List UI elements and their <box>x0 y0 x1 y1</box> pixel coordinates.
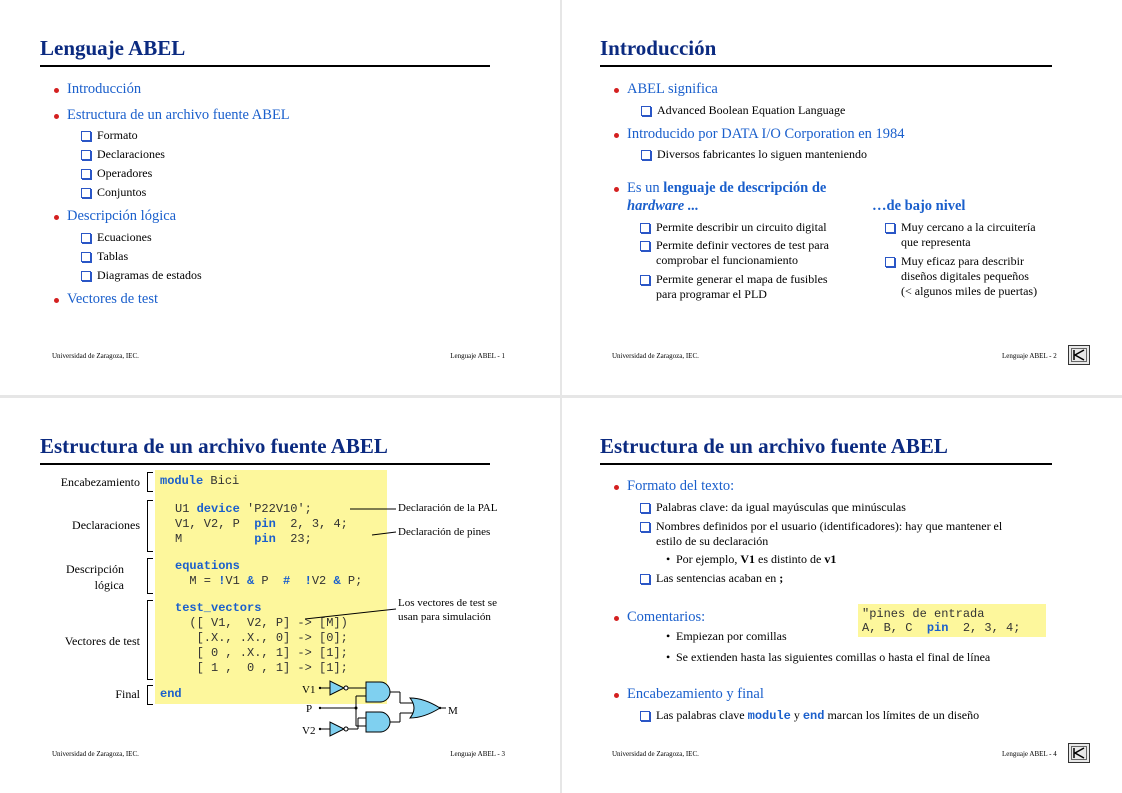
circuit-label-v2: V2 <box>302 725 316 737</box>
comment-code-line-1: "pines de entrada <box>862 607 985 621</box>
rewind-icon <box>1071 746 1087 760</box>
logic-circuit-diagram <box>300 678 470 746</box>
footer-institution: Universidad de Zaragoza, IEC. <box>612 352 699 360</box>
toc-sub-tablas: Tablas <box>97 249 129 263</box>
slide-4 <box>562 398 1122 793</box>
code-line-output-pin: M pin 23; <box>175 532 312 546</box>
label-declarations: Declaraciones <box>72 518 140 532</box>
slide-2-title: Introducción <box>600 36 717 60</box>
slide-1-title: Lenguaje ABEL <box>40 36 186 60</box>
toc-sub-declaraciones: Declaraciones <box>97 147 165 161</box>
slide-3-title: Estructura de un archivo fuente ABEL <box>40 434 388 458</box>
code-line-tv-1: [.X., .X., 0] -> [0]; <box>175 631 348 645</box>
footer-page: Lenguaje ABEL - 1 <box>450 352 505 360</box>
header-final-heading: Encabezamiento y final <box>627 686 764 702</box>
comments-sub-extent: • Se extienden hasta las siguientes comillas o hasta el final de línea <box>676 650 990 665</box>
format-sub-keywords: Palabras clave: da igual mayúsculas que minúsculas <box>656 500 906 514</box>
code-line-equation: M = !V1 & P # !V2 & P; <box>175 574 363 588</box>
right-sub-2: Muy eficaz para describir <box>901 254 1024 268</box>
footer-page: Lenguaje ABEL - 2 <box>1002 352 1057 360</box>
circuit-label-p: P <box>306 703 313 715</box>
nav-back-button[interactable] <box>1068 743 1090 763</box>
format-sub-identifiers-2: estilo de su declaración <box>656 534 769 548</box>
code-line-tv-2: [ 0 , .X., 1] -> [1]; <box>175 646 348 660</box>
toc-sub-formato: Formato <box>97 128 138 142</box>
note-pins: Declaración de pines <box>398 526 491 538</box>
hdl-heading: Es un lenguaje de descripción de <box>627 180 827 196</box>
footer-page: Lenguaje ABEL - 4 <box>1002 750 1057 758</box>
right-sub-1b: que representa <box>901 235 971 249</box>
format-example: • Por ejemplo, V1 es distinto de v1 <box>676 552 836 567</box>
header-final-sub: Las palabras clave module y end marcan los límites de un diseño <box>656 708 980 723</box>
toc-sub-conjuntos: Conjuntos <box>97 185 147 199</box>
slide-2 <box>562 0 1122 395</box>
maintained-by: Diversos fabricantes lo siguen manteniendo <box>657 147 867 161</box>
title-rule <box>600 463 1052 465</box>
circuit-label-m: M <box>448 705 458 717</box>
footer-page: Lenguaje ABEL - 3 <box>450 750 505 758</box>
label-description: Descripción <box>66 562 124 576</box>
toc-sub-ecuaciones: Ecuaciones <box>97 230 152 244</box>
format-heading: Formato del texto: <box>627 478 735 494</box>
code-line-tv-header: ([ V1, V2, P] -> [M]) <box>175 616 348 630</box>
label-header: Encabezamiento <box>60 475 140 489</box>
format-sub-statements: Las sentencias acaban en ; <box>656 571 784 585</box>
comments-sub-start: • Empiezan por comillas <box>676 629 787 644</box>
code-line-test-vectors: test_vectors <box>175 601 262 615</box>
left-sub-3: Permite generar el mapa de fusibles <box>656 272 828 286</box>
title-rule <box>40 65 490 67</box>
circuit-label-v1: V1 <box>302 684 316 696</box>
toc-item-estructura: Estructura de un archivo fuente ABEL <box>67 107 290 123</box>
right-sub-2b: diseños digitales pequeños <box>901 269 1029 283</box>
left-sub-2: Permite definir vectores de test para <box>656 238 829 252</box>
nav-back-button[interactable] <box>1068 345 1090 365</box>
right-sub-1: Muy cercano a la circuitería <box>901 220 1036 234</box>
toc-sub-operadores: Operadores <box>97 166 153 180</box>
rewind-icon <box>1071 348 1087 362</box>
hdl-heading-line2: hardware ... <box>627 198 699 214</box>
footer-institution: Universidad de Zaragoza, IEC. <box>52 352 139 360</box>
introduced-by: Introducido por DATA I/O Corporation en 1984 <box>627 126 905 142</box>
code-line-module: module Bici <box>160 474 240 488</box>
left-sub-2b: comprobar el funcionamiento <box>656 253 798 267</box>
label-test-vectors: Vectores de test <box>64 634 140 648</box>
title-rule <box>600 65 1052 67</box>
footer-institution: Universidad de Zaragoza, IEC. <box>52 750 139 758</box>
abel-expansion: Advanced Boolean Equation Language <box>657 103 846 117</box>
toc-item-vectores: Vectores de test <box>67 291 158 307</box>
left-sub-1: Permite describir un circuito digital <box>656 220 827 234</box>
label-final: Final <box>115 687 140 701</box>
abel-means: ABEL significa <box>627 81 718 97</box>
comments-heading: Comentarios: <box>627 609 706 625</box>
slide-3 <box>0 398 560 793</box>
code-line-device: U1 device 'P22V10'; <box>175 502 312 516</box>
right-sub-2c: (< algunos miles de puertas) <box>901 284 1038 298</box>
code-line-pins: V1, V2, P pin 2, 3, 4; <box>175 517 348 531</box>
code-line-equations: equations <box>175 559 240 573</box>
code-line-end: end <box>160 687 182 701</box>
low-level-heading: …de bajo nivel <box>872 198 966 214</box>
toc-item-descripcion: Descripción lógica <box>67 208 177 224</box>
note-pal: Declaración de la PAL <box>398 502 498 514</box>
slide-4-title: Estructura de un archivo fuente ABEL <box>600 434 948 458</box>
toc-sub-diagramas: Diagramas de estados <box>97 268 202 282</box>
format-sub-identifiers: Nombres definidos por el usuario (identificadores): hay que mantener el <box>656 519 1003 533</box>
toc-item-introduccion: Introducción <box>67 81 142 97</box>
footer-institution: Universidad de Zaragoza, IEC. <box>612 750 699 758</box>
note-vectors-2: usan para simulación <box>398 611 491 623</box>
note-vectors-1: Los vectores de test se <box>398 597 497 609</box>
code-line-tv-3: [ 1 , 0 , 1] -> [1]; <box>175 661 348 675</box>
slide-1 <box>0 0 560 395</box>
comment-code-line-2: A, B, C pin 2, 3, 4; <box>862 621 1021 635</box>
label-logic: lógica <box>94 578 124 592</box>
left-sub-3b: para programar el PLD <box>656 287 767 301</box>
